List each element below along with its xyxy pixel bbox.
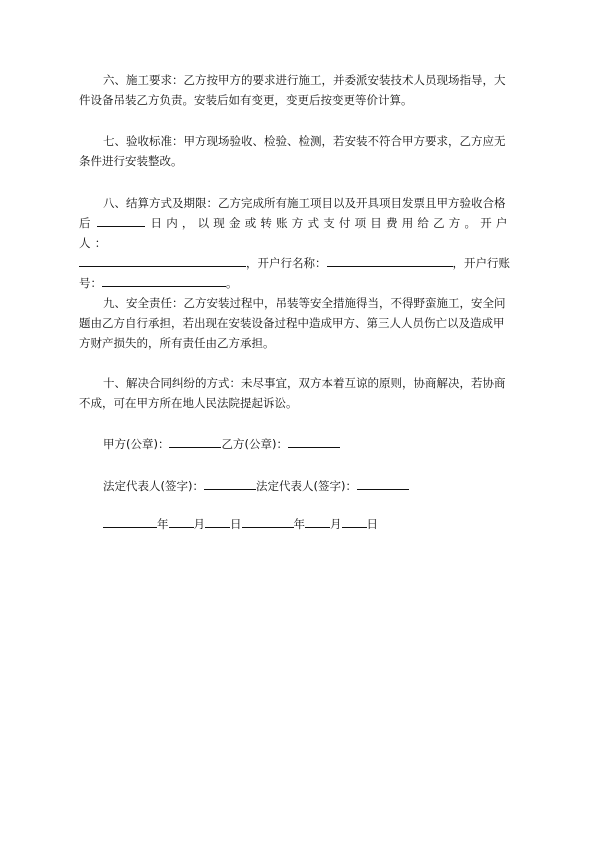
rep-a-label: 法定代表人(签字)： xyxy=(103,479,204,493)
account-number-label-start: ，开户行账 xyxy=(452,256,510,270)
clause-8-line-2 xyxy=(79,213,516,253)
clause-construction-requirements xyxy=(79,70,516,110)
month-b-blank[interactable] xyxy=(305,515,330,528)
month-b-label: 月 xyxy=(330,517,342,531)
bank-name-label: ，开户行名称： xyxy=(246,256,327,270)
party-b-seal-label: 乙方(公章)： xyxy=(221,437,288,451)
representative-line xyxy=(103,476,409,496)
year-b-label: 年 xyxy=(293,517,305,531)
month-a-blank[interactable] xyxy=(169,515,194,528)
account-number-label-end: 号： xyxy=(79,276,102,290)
day-b-label: 日 xyxy=(366,517,378,531)
clause-acceptance-standard xyxy=(79,131,516,171)
clause-8-end-period: 。 xyxy=(226,276,238,290)
clause-6-line-1: 六、施工要求：乙方按甲方的要求进行施工，并委派安装技术人员现场指导，大 xyxy=(103,73,506,87)
day-b-blank[interactable] xyxy=(342,515,367,528)
clause-9-line-2: 题由乙方自行承担，若出现在安装设备过程中造成甲方、第三人人员伤亡以及造成甲 xyxy=(79,316,505,330)
date-line xyxy=(103,514,378,534)
clause-8-line-4 xyxy=(79,273,516,293)
year-a-label: 年 xyxy=(157,517,169,531)
clause-8-payment-text: 日内，以现金或转账方式支付项目费用给乙方。开户人： xyxy=(79,216,512,250)
clause-dispute-resolution xyxy=(79,373,516,413)
day-a-label: 日 xyxy=(230,517,242,531)
clause-10-line-1: 十、解决合同纠纷的方式：未尽事宜，双方本着互谅的原则，协商解决，若协商 xyxy=(103,376,506,390)
party-b-seal-blank[interactable] xyxy=(288,435,340,448)
clause-7-line-1: 七、验收标准：甲方现场验收、检验、检测，若安装不符合甲方要求，乙方应无 xyxy=(103,134,506,148)
clause-7-line-2: 条件进行安装整改。 xyxy=(79,154,183,168)
clause-settlement-terms xyxy=(79,193,516,293)
party-a-seal-label: 甲方(公章)： xyxy=(103,437,170,451)
clause-10-line-2: 不成，可在甲方所在地人民法院提起诉讼。 xyxy=(79,396,298,410)
day-a-blank[interactable] xyxy=(205,515,230,528)
clause-8-after-label: 后 xyxy=(79,216,91,230)
clause-8-line-1: 八、结算方式及期限：乙方完成所有施工项目以及开具项目发票且甲方验收合格 xyxy=(103,196,506,210)
days-blank[interactable] xyxy=(97,214,145,227)
year-a-blank[interactable] xyxy=(103,515,157,528)
party-a-seal-blank[interactable] xyxy=(169,435,221,448)
rep-b-signature-blank[interactable] xyxy=(357,477,409,490)
clause-9-line-1: 九、安全责任：乙方安装过程中，吊装等安全措施得当，不得野蛮施工，安全问 xyxy=(103,296,506,310)
seal-line xyxy=(103,434,340,454)
account-holder-blank[interactable] xyxy=(79,254,246,267)
rep-b-label: 法定代表人(签字)： xyxy=(255,479,357,493)
year-b-blank[interactable] xyxy=(242,515,294,528)
month-a-label: 月 xyxy=(193,517,205,531)
account-number-blank[interactable] xyxy=(102,274,226,287)
clause-6-line-2: 件设备吊装乙方负责。安装后如有变更，变更后按变更等价计算。 xyxy=(79,93,413,107)
clause-8-line-3 xyxy=(79,253,516,273)
rep-a-signature-blank[interactable] xyxy=(204,477,256,490)
bank-name-blank[interactable] xyxy=(327,254,453,267)
clause-safety-responsibility xyxy=(79,293,516,353)
clause-9-line-3: 方财产损失的，所有责任由乙方承担。 xyxy=(79,336,275,350)
